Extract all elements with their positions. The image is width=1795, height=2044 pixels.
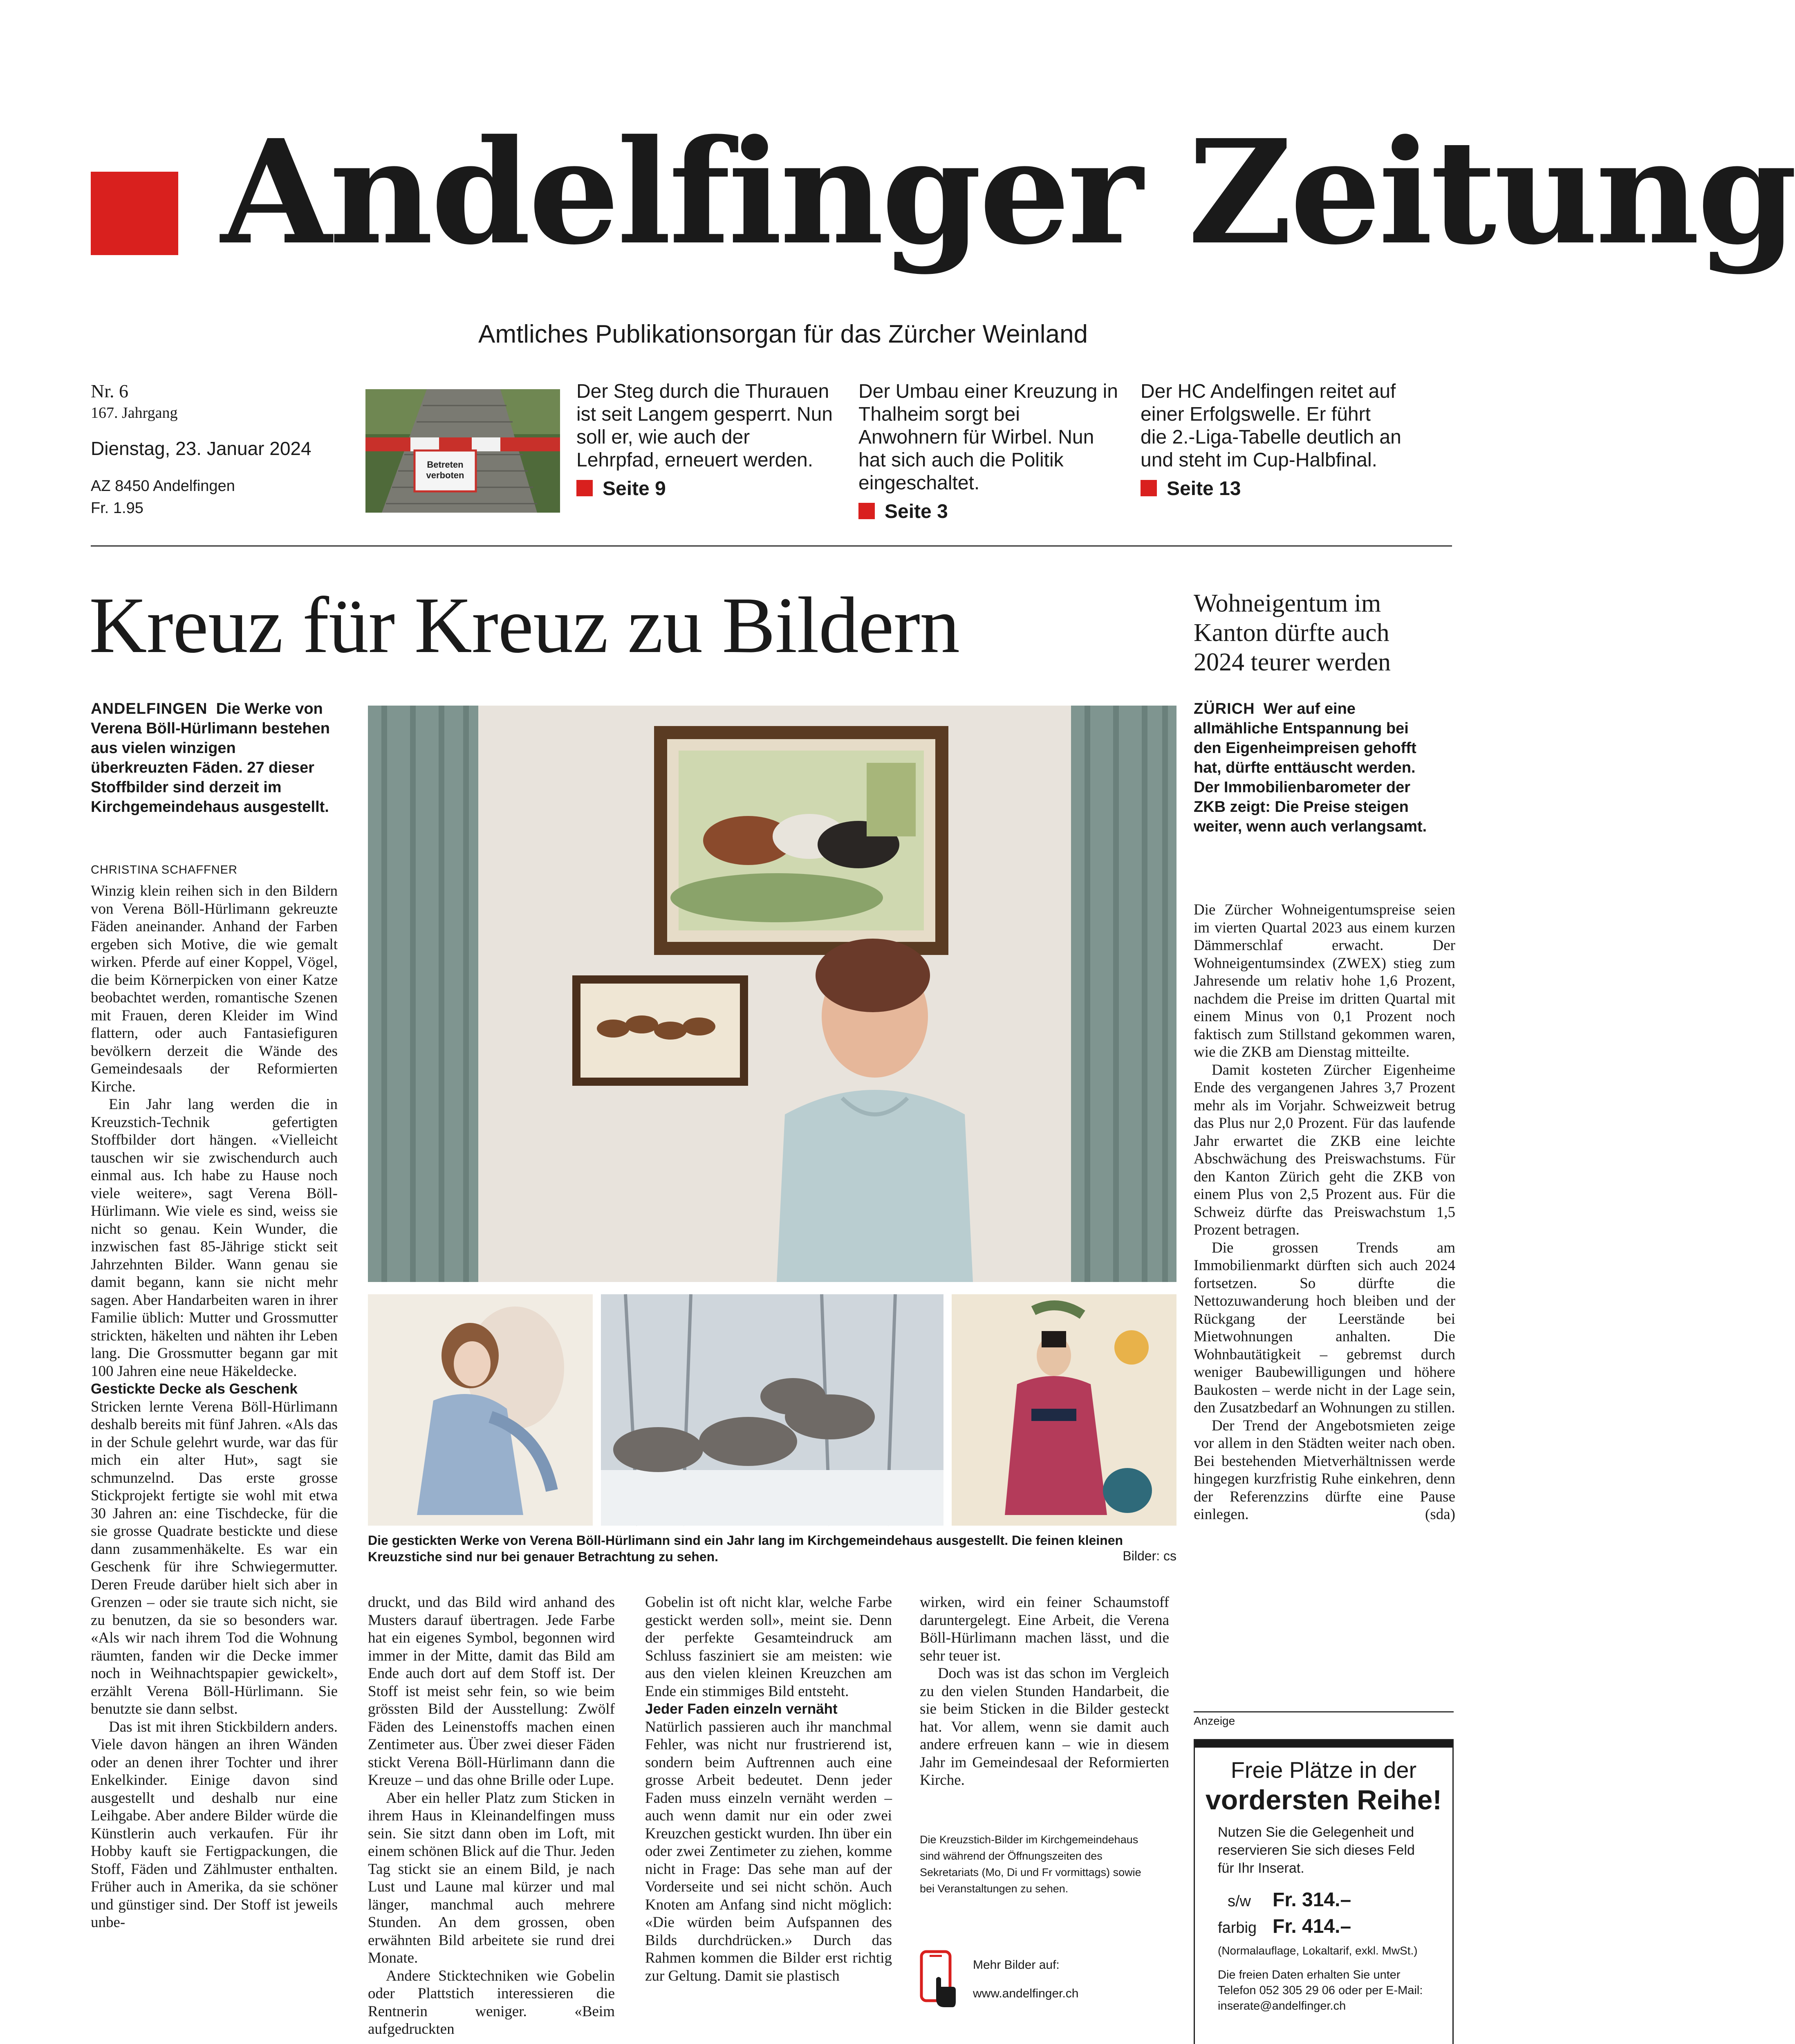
teaser-3[interactable] <box>1141 380 1402 500</box>
main-subhead-1: Gestickte Decke als Geschenk <box>91 1381 298 1397</box>
main-photo-artist[interactable] <box>368 706 1176 1282</box>
photo-caption <box>368 1532 1176 1565</box>
teaser-3-marker <box>1141 480 1157 496</box>
teaser-2-page[interactable]: Seite 3 <box>885 501 948 522</box>
masthead-title: Andelfinger Zeitung <box>221 108 1795 276</box>
more-pictures-link[interactable]: www.andelfinger.ch <box>973 1987 1079 2000</box>
main-col4-p2: Doch was ist das schon im Vergleich zu den vielen Stunden Handarbeit, die sie beim Sticken in die Bilder gesteckt hat. Vor allem, wenn sie damit auch andere erfreuen kann – wie in diesem Jahr im Gemeindesaal der Reformierten Kirche. <box>920 1665 1169 1788</box>
main-lead-text: Die Werke von Verena Böll-Hürlimann bestehen aus vielen winzigen überkreuzten Fäden. 27 dieser Stoffbilder sind derzeit im Kirchgemeindehaus ausgestellt. <box>91 700 330 816</box>
teaser-1[interactable] <box>576 380 838 500</box>
ad-contact: Die freien Daten erhalten Sie unter Telefon 052 305 29 06 oder per E-Mail: inserate@andelfinger.ch <box>1218 1968 1423 2013</box>
ad-title-2: vordersten Reihe! <box>1205 1784 1442 1815</box>
main-col-1 <box>91 882 338 1932</box>
ad-divider <box>1194 1711 1454 1712</box>
issue-year: 167. Jahrgang <box>91 404 178 421</box>
teaser-2-marker <box>858 503 875 519</box>
teaser-1-marker <box>576 480 593 496</box>
price: Fr. 1.95 <box>91 500 143 517</box>
main-col-4 <box>920 1594 1169 1789</box>
main-col-2 <box>368 1594 615 2038</box>
ad-color-label: farbig <box>1218 1919 1257 1936</box>
main-headline: Kreuz für Kreuz zu Bildern <box>89 581 960 670</box>
teaser-2-text: Der Umbau einer Kreuzung in Thalheim sorgt bei Anwohnern für Wirbel. Nun hat sich auch die Politik eingeschaltet. <box>858 381 1118 494</box>
main-dateline: ANDELFINGEN <box>91 700 208 717</box>
teaser-1-text: Der Steg durch die Thurauen ist seit Langem gesperrt. Nun soll er, wie auch der Lehrpfad, erneuert werden. <box>576 381 833 471</box>
az-line: AZ 8450 Andelfingen <box>91 477 235 495</box>
teaser-3-text: Der HC Andelfingen reitet auf einer Erfolgswelle. Er führt die 2.-Liga-Tabelle deutlich an und steht im Cup-Halbfinal. <box>1141 381 1401 471</box>
more-pictures-label: Mehr Bilder auf: <box>973 1958 1060 1972</box>
photo-lady-embroidery[interactable] <box>368 1294 593 1526</box>
side-headline: Wohneigentum im Kanton dürfte auch 2024 teurer werden <box>1194 589 1391 676</box>
side-lead-text: Wer auf eine allmähliche Entspannung bei den Eigenheimpreisen gehofft hat, dürfte enttäuscht werden. Der Immobilienbarometer der ZKB zeigt: Die Preise steigen weiter, wenn auch verlangsamt. <box>1194 700 1427 835</box>
photo-wolves-embroidery[interactable] <box>601 1294 943 1526</box>
issue-number: Nr. 6 <box>91 381 128 401</box>
main-col3-p1: Gobelin ist oft nicht klar, welche Farbe gestickt werden soll», meint sie. Denn der perfekte Gesamteindruck am Schluss fasziniert sie am meisten: wie aus den vielen kleinen Kreuzchen am Ende ein stimmiges Bild entsteht. <box>645 1594 892 1700</box>
main-col1-p4: Das ist mit ihren Stickbildern anders. Viele davon hängen an ihren Wänden oder an denen ihrer Tochter und ihrer Enkelkinder. Einige davon sind ausgestellt und deshalb nur eine Leihgabe. Aber andere Bilder würde die Künstlerin auch verkaufen. Für ihr Hobby kauft sie Fertigpackungen, die Stoff, Fäden und Zählmuster enthalten. Früher auch in Amerika, da sie schöner und günstiger sind. Der Stoff ist jeweils unbe- <box>91 1718 338 1931</box>
ad-title-1: Freie Plätze in der <box>1230 1757 1417 1783</box>
masthead-tagline: Amtliches Publikationsorgan für das Zürcher Weinland <box>478 320 1088 348</box>
side-p2: Damit kosteten Zürcher Eigenheime Ende des vergangenen Jahres 3,7 Prozent mehr als im Vorjahr. Schweizweit betrug das Plus nur 2,0 Prozent. Für das laufende Jahr erwartet die ZKB eine leichte Abschwächung des Preiswachstums. Für den Kanton Zürich geht die ZKB von einem Plus von 2,5 Prozent aus. Für die Schweiz dürfte das Preiswachstum 1,5 Prozent betragen. <box>1194 1061 1455 1238</box>
photo-samurai-embroidery[interactable] <box>952 1294 1176 1526</box>
ad-box[interactable] <box>1194 1739 1454 2044</box>
phone-tap-icon <box>920 1950 957 2011</box>
side-body <box>1194 901 1455 1524</box>
teaser-3-page[interactable]: Seite 13 <box>1167 478 1241 500</box>
main-lead <box>91 699 336 817</box>
side-p1: Die Zürcher Wohneigentumspreise seien im vierten Quartal 2023 aus einem kurzen Dämmerschlaf erwacht. Der Wohneigentumsindex (ZWEX) stieg zum Jahresende um relativ hohe 1,6 Prozent, nachdem die Preise im dritten Quartal mit einem Minus von 0,1 Prozent noch faktisch zum Stillstand gekommen waren, wie die ZKB am Dienstag mitteilte. <box>1194 901 1455 1060</box>
teaser-2[interactable] <box>858 380 1120 523</box>
main-col3-p2: Natürlich passieren auch ihr manchmal Fehler, was nicht nur frustrierend ist, sondern beim Auftrennen auch eine grosse Arbeit bedeutet. Denn jeder Faden muss einzeln vernäht werden – auch wenn damit nur ein oder zwei Kreuzchen gestickt wurden. Ihn über ein oder zwei Zentimeter zu ziehen, komme nicht in Frage: Das sehe man auf der Vorderseite und sei nicht schön. Auch Knoten am Anfang sind nicht möglich: «Die würden beim Aufspannen des Bilds durchdrücken.» Durch das Rahmen kommen die Bilder erst richtig zur Geltung. Damit sie plastisch <box>645 1718 892 1984</box>
main-col2-p3: Andere Sticktechniken wie Gobelin oder Plattstich interessieren die Rentnerin weniger. «Beim aufgedruckten <box>368 1967 615 2037</box>
main-col1-p3: Stricken lernte Verena Böll-Hürlimann deshalb bereits mit fünf Jahren. «Als das in der Schule gelehrt wurde, war das für mich ein alter Hut», sagt sie schmunzelnd. Das erste grosse Stickprojekt fertigte sie wohl mit etwa 30 Jahren an: eine Tischdecke, für die sie grosse Quadrate bestickte und diese dann zusammenhäkelte. Es war ein Geschenk für ihre Schwiegermutter. Deren Freude darüber hielt sich aber in Grenzen – oder sie traute sich nicht, sie zu benutzen, da sie so besonders war. «Als wir nach ihrem Tod die Wohnung räumten, fanden wir die Decke immer noch in Weihnachtspapier gewickelt», erzählt Verena Böll-Hürlimann. Sie benutzte sie dann selbst. <box>91 1398 338 1717</box>
main-subhead-2: Jeder Faden einzeln vernäht <box>645 1701 838 1717</box>
teaser-photo-sign-text: Betreten verboten <box>426 459 464 480</box>
photo-caption-text: Die gestickten Werke von Verena Böll-Hürlimann sind ein Jahr lang im Kirchgemeindehaus ausgestellt. Die feinen kleinen Kreuzstiche sind nur bei genauer Betrachtung zu sehen. <box>368 1533 1123 1564</box>
ad-color-price: Fr. 414.– <box>1273 1916 1351 1937</box>
brand-square <box>91 172 178 255</box>
main-col2-p1: druckt, und das Bild wird anhand des Musters darauf übertragen. Jede Farbe hat ein eigenes Symbol, begonnen wird immer in der Mitte, damit das Bild am Ende auch dort auf dem Stoff ist. Der Stoff ist meist sehr fein, so wie beim grössten Bild der Ausstellung: Zwölf Fäden des Leinenstoffs machen einen Zentimeter aus. Über zwei dieser Fäden stickt Verena Böll-Hürlimann dann die Kreuze – und das ohne Brille oder Lupe. <box>368 1594 615 1788</box>
issue-date: Dienstag, 23. Januar 2024 <box>91 438 311 459</box>
main-col-3 <box>645 1594 892 1985</box>
main-col4-p1: wirken, wird ein feiner Schaumstoff daruntergelegt. Eine Arbeit, die Verena Böll-Hürlimann machen lässt, und die sehr teuer ist. <box>920 1594 1169 1664</box>
teaser-photo-thurauen[interactable] <box>365 389 560 513</box>
side-p4-text: Der Trend der Angebotsmieten zeige vor allem in den Städten weiter nach oben. Bei bestehenden Mietverhältnissen werde hingegen kurzfristig Ruhe einkehren, denn der Referenzzins dürfte eine Pause einlegen. <box>1194 1417 1455 1523</box>
ad-note: (Normalauflage, Lokaltarif, exkl. MwSt.) <box>1218 1944 1418 1957</box>
side-p3: Die grossen Trends am Immobilienmarkt dürften sich auch 2024 fortsetzen. So dürfte die Nettozuwanderung hoch bleiben und der Rückgang der Leerstände bei Mietwohnungen anhalten. Die Wohnbautätigkeit – gebremst durch weniger Baubewilligungen und höhere Baukosten – werde nicht in der Lage sein, den Zusatzbedarf an Wohnungen zu stillen. <box>1194 1239 1455 1416</box>
teaser-1-page[interactable]: Seite 9 <box>603 478 666 500</box>
side-signature: (sda) <box>1425 1506 1455 1523</box>
ad-sw-label: s/w <box>1228 1893 1251 1910</box>
main-col2-p2: Aber ein heller Platz zum Sticken in ihrem Haus in Kleinandelfingen muss sein. Sie sitzt dann oben im Loft, mit einem schönen Blick auf die Thur. Jeden Tag stickt sie an einem Bild, je nach Lust und Laune mal kürzer und mal länger, manchmal auch mehrere Stunden. An dem grossen, oben erwähnten Bild arbeitete sie rund drei Monate. <box>368 1789 615 1966</box>
ad-body: Nutzen Sie die Gelegenheit und reservieren Sie sich dieses Feld für Ihr Inserat. <box>1218 1824 1415 1876</box>
main-author: CHRISTINA SCHAFFNER <box>91 863 238 876</box>
exhibition-info: Die Kreuzstich-Bilder im Kirchgemeindehaus sind während der Öffnungszeiten des Sekretariats (Mo, Di und Fr vormittags) sowie bei Veranstaltungen zu sehen. <box>920 1833 1141 1895</box>
masthead-divider <box>91 545 1452 547</box>
main-col1-p2: Ein Jahr lang werden die in Kreuzstich-Technik gefertigten Stoffbilder dort hängen. «Vielleicht tauschen wir sie zwischendurch auch einmal aus. Ich habe zu Hause noch viele weitere», sagt Verena Böll-Hürlimann. Wie viele es sind, weiss sie nicht so genau. Kein Wunder, die inzwischen fast 85-Jährige stickt seit Jahrzehnten Bilder. Wann genau sie damit begann, kann sie nicht mehr sagen. Aber Handarbeiten waren in ihrer Familie üblich: Mutter und Grossmutter strickten, häkelten und nähten ihr Leben lang. Die Grossmutter begann gar mit 100 Jahren eine neue Häkeldecke. <box>91 1096 338 1380</box>
side-dateline: ZÜRICH <box>1194 700 1255 717</box>
ad-sw-price: Fr. 314.– <box>1273 1889 1351 1911</box>
side-p4 <box>1194 1417 1455 1524</box>
side-lead <box>1194 699 1439 836</box>
ad-label: Anzeige <box>1194 1715 1235 1727</box>
photo-credit: Bilder: cs <box>1123 1549 1176 1563</box>
main-col1-p1: Winzig klein reihen sich in den Bildern von Verena Böll-Hürlimann gekreuzte Fäden aneinander. Anhand der Farben ergeben sich Motive, die wie gemalt wirken. Pferde auf einer Koppel, Vögel, die beim Körnerpicken von einer Katze beobachtet werden, romantische Szenen mit Frauen, deren Kleider im Wind flattern, oder auch Fantasiefiguren bevölkern derzeit die Wände des Gemeindesaals der Reformierten Kirche. <box>91 883 338 1095</box>
